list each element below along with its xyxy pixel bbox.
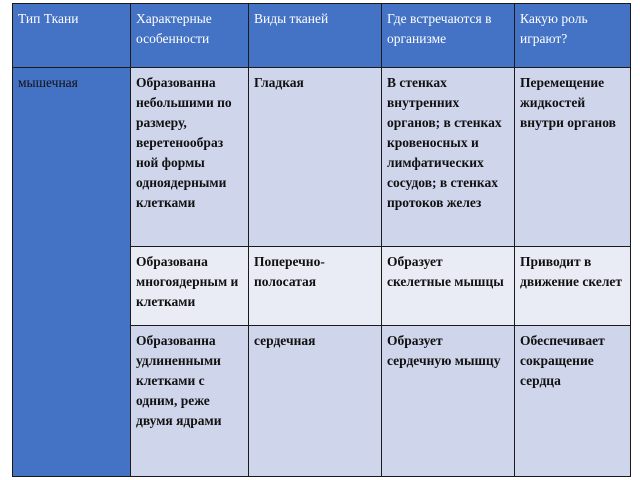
- table-header-row: [13, 4, 631, 68]
- kind-cell: сердечная: [249, 326, 382, 477]
- tissue-table: [12, 3, 631, 477]
- features-cell: Образованна удлиненными клетками с одним, реже двумя ядрами: [131, 326, 249, 477]
- role-cell: Обеспечивает сокращение сердца: [515, 326, 631, 477]
- header-role: Какую роль играют?: [515, 4, 631, 68]
- header-tissue-type: Тип Ткани: [13, 4, 131, 68]
- header-features: Характерные особенности: [131, 4, 249, 68]
- features-cell: Образована многоядерным и клетками: [131, 247, 249, 326]
- header-kinds: Виды тканей: [249, 4, 382, 68]
- location-cell: Образует скелетные мышцы: [382, 247, 515, 326]
- tissue-type-cell: мышечная: [13, 68, 131, 477]
- role-cell: Приводит в движение скелет: [515, 247, 631, 326]
- table-row: [13, 68, 631, 247]
- features-cell: Образованна небольшими по размеру, веретенообраз ной формы одноядерными клетками: [131, 68, 249, 247]
- location-cell: Образует сердечную мышцу: [382, 326, 515, 477]
- role-cell: Перемещение жидкостей внутри органов: [515, 68, 631, 247]
- kind-cell: Поперечно-полосатая: [249, 247, 382, 326]
- kind-cell: Гладкая: [249, 68, 382, 247]
- location-cell: В стенках внутренних органов; в стенках кровеносных и лимфатических сосудов; в стенках протоков желез: [382, 68, 515, 247]
- header-location: Где встречаются в организме: [382, 4, 515, 68]
